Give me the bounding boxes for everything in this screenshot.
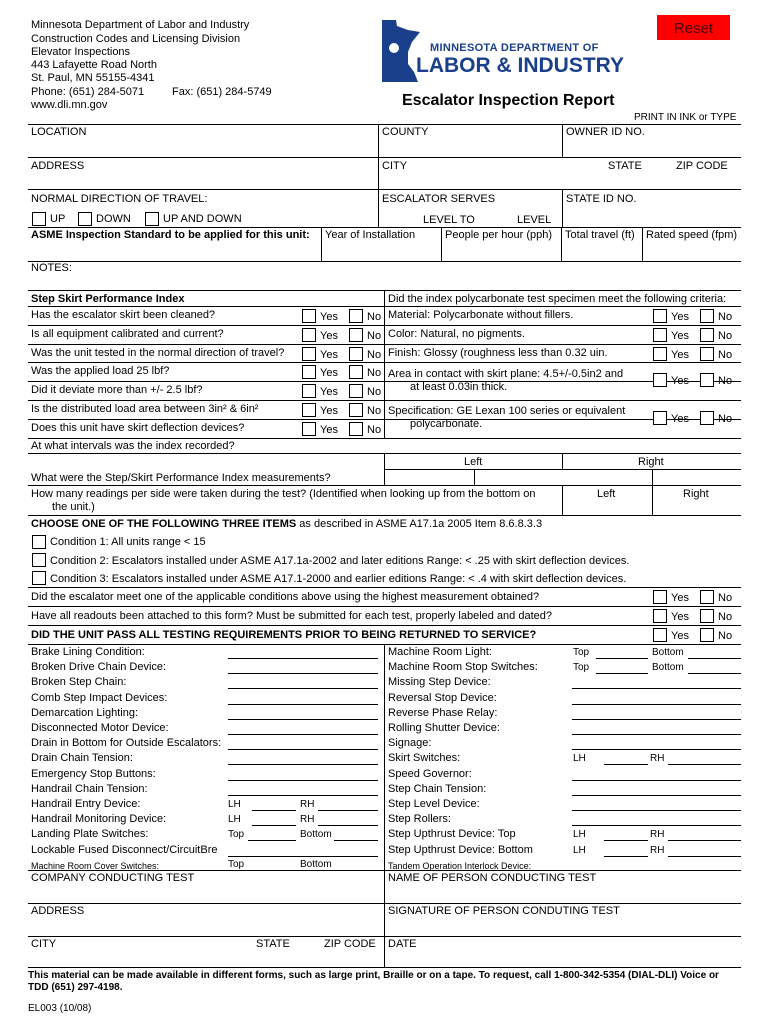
lh-label: LH bbox=[228, 799, 241, 810]
device-label: Landing Plate Switches: bbox=[31, 828, 149, 840]
criteria-3-yes-label: Yes bbox=[671, 349, 689, 361]
step-skirt-q4-yes-checkbox[interactable] bbox=[302, 365, 316, 379]
agency-website[interactable]: www.dli.mn.gov bbox=[31, 99, 108, 111]
address-label: ADDRESS bbox=[31, 160, 85, 172]
device-label: Comb Step Impact Devices: bbox=[31, 692, 168, 704]
criteria-area-yes-checkbox[interactable] bbox=[653, 373, 667, 387]
device-label: Step Upthrust Device: Bottom bbox=[388, 844, 533, 856]
step-skirt-q7-yes-label: Yes bbox=[320, 424, 338, 436]
meet-conditions-yes-checkbox[interactable] bbox=[653, 590, 667, 604]
step-skirt-q5-no-label: No bbox=[367, 386, 382, 398]
rh-label: RH bbox=[650, 845, 665, 856]
condition-1-checkbox[interactable] bbox=[32, 535, 46, 549]
print-note: PRINT IN INK or TYPE bbox=[634, 112, 737, 123]
readouts-no-label: No bbox=[718, 611, 733, 623]
criteria-2-yes-checkbox[interactable] bbox=[653, 328, 667, 342]
device-label: Signage: bbox=[388, 737, 432, 749]
readouts-yes-label: Yes bbox=[671, 611, 689, 623]
step-skirt-q3-yes-checkbox[interactable] bbox=[302, 347, 316, 361]
step-skirt-q5-no-checkbox[interactable] bbox=[349, 384, 363, 398]
footer-zip-label: ZIP CODE bbox=[324, 938, 376, 950]
criteria-area-line2: at least 0.03in thick. bbox=[410, 381, 508, 393]
lh-label: LH bbox=[573, 829, 586, 840]
step-skirt-q6-yes-label: Yes bbox=[320, 405, 338, 417]
criteria-area-line1: Area in contact with skirt plane: 4.5+/-0.5in2 and bbox=[388, 368, 624, 380]
step-skirt-q2-yes-checkbox[interactable] bbox=[302, 328, 316, 342]
owner-id-label: OWNER ID NO. bbox=[566, 126, 645, 138]
criteria-2-no-label: No bbox=[718, 330, 733, 342]
up-and-down-label: UP AND DOWN bbox=[163, 213, 242, 225]
accessibility-note-line1: This material can be made available in different forms, such as large print, Braille or on a tape. To request, call 1-800-342-5354 (DIAL-DLI) Voice or bbox=[28, 970, 719, 981]
device-label: Skirt Switches: bbox=[388, 752, 461, 764]
signature-label: SIGNATURE OF PERSON CONDUTING TEST bbox=[388, 905, 620, 917]
condition-1-label: Condition 1: All units range < 15 bbox=[50, 536, 206, 548]
step-skirt-question: Has the escalator skirt been cleaned? bbox=[31, 309, 216, 321]
step-skirt-question: Does this unit have skirt deflection devices? bbox=[31, 422, 245, 434]
device-label: Handrail Monitoring Device: bbox=[31, 813, 167, 825]
step-skirt-q2-yes-label: Yes bbox=[320, 330, 338, 342]
footer-state-label: STATE bbox=[256, 938, 290, 950]
step-skirt-q6-yes-checkbox[interactable] bbox=[302, 403, 316, 417]
step-skirt-q3-no-label: No bbox=[367, 349, 382, 361]
measurements-question: What were the Step/Skirt Performance Index measurements? bbox=[31, 472, 331, 484]
condition-3-checkbox[interactable] bbox=[32, 571, 46, 585]
readings-right-header: Right bbox=[683, 488, 709, 500]
step-skirt-q7-no-label: No bbox=[367, 424, 382, 436]
device-label: Disconnected Motor Device: bbox=[31, 722, 169, 734]
level-label: LEVEL bbox=[517, 214, 552, 226]
device-label: Step Rollers: bbox=[388, 813, 451, 825]
county-label: COUNTY bbox=[382, 126, 429, 138]
step-skirt-q2-no-label: No bbox=[367, 330, 382, 342]
asme-standard-label: ASME Inspection Standard to be applied for this unit: bbox=[31, 229, 310, 241]
lh-label: LH bbox=[573, 753, 586, 764]
meet-conditions-yes-label: Yes bbox=[671, 592, 689, 604]
notes-label: NOTES: bbox=[31, 262, 72, 274]
step-skirt-q4-yes-label: Yes bbox=[320, 367, 338, 379]
date-label: DATE bbox=[388, 938, 417, 950]
device-label: Machine Room Stop Switches: bbox=[388, 661, 538, 673]
device-label: Rolling Shutter Device: bbox=[388, 722, 500, 734]
top-label: Top bbox=[228, 829, 245, 840]
criteria-title: Did the index polycarbonate test specimen meet the following criteria: bbox=[388, 293, 727, 305]
agency-division: Construction Codes and Licensing Division bbox=[31, 33, 241, 45]
accessibility-note-line2: TDD (651) 297-4198. bbox=[28, 982, 123, 993]
up-and-down-checkbox[interactable] bbox=[145, 212, 159, 226]
device-label: Broken Drive Chain Device: bbox=[31, 661, 167, 673]
device-label: Missing Step Device: bbox=[388, 676, 491, 688]
criteria-3-yes-checkbox[interactable] bbox=[653, 347, 667, 361]
criteria-area-no-label: No bbox=[718, 375, 733, 387]
criteria-1-yes-label: Yes bbox=[671, 311, 689, 323]
step-skirt-q5-yes-checkbox[interactable] bbox=[302, 384, 316, 398]
device-label: Reverse Phase Relay: bbox=[388, 707, 498, 719]
left-header: Left bbox=[464, 456, 483, 468]
device-label: Tandem Operation Interlock Device: bbox=[388, 861, 532, 871]
condition-3-label: Condition 3: Escalators installed under ASME A17.1-2000 and earlier editions Range: < .4 with skirt deflection devices. bbox=[50, 573, 627, 585]
device-label: Machine Room Cover Switches: bbox=[31, 861, 160, 871]
criteria-spec-line2: polycarbonate. bbox=[410, 418, 483, 430]
top-label: Top bbox=[573, 647, 590, 658]
step-skirt-q6-no-label: No bbox=[367, 405, 382, 417]
form-id: EL003 (10/08) bbox=[28, 1003, 92, 1014]
criteria-1-no-label: No bbox=[718, 311, 733, 323]
logo-line-1: MINNESOTA DEPARTMENT OF bbox=[430, 42, 599, 54]
footer-address-label: ADDRESS bbox=[31, 905, 85, 917]
criteria-2-yes-label: Yes bbox=[671, 330, 689, 342]
step-skirt-q1-no-label: No bbox=[367, 311, 382, 323]
step-skirt-q3-yes-label: Yes bbox=[320, 349, 338, 361]
state-label: STATE bbox=[608, 160, 642, 172]
step-skirt-q6-no-checkbox[interactable] bbox=[349, 403, 363, 417]
footer-city-label: CITY bbox=[31, 938, 57, 950]
criteria-3-no-label: No bbox=[718, 349, 733, 361]
step-skirt-q7-no-checkbox[interactable] bbox=[349, 422, 363, 436]
pass-yes-checkbox[interactable] bbox=[653, 628, 667, 642]
step-skirt-question: Is the distributed load area between 3in² & 6in² bbox=[31, 403, 259, 415]
condition-2-checkbox[interactable] bbox=[32, 553, 46, 567]
lh-label: LH bbox=[228, 814, 241, 825]
pass-yes-label: Yes bbox=[671, 630, 689, 642]
location-label: LOCATION bbox=[31, 126, 87, 138]
criteria-2-no-checkbox[interactable] bbox=[700, 328, 714, 342]
agency-city: St. Paul, MN 55155-4341 bbox=[31, 72, 155, 84]
lh-label: LH bbox=[573, 845, 586, 856]
device-label: Handrail Entry Device: bbox=[31, 798, 141, 810]
condition-2-label: Condition 2: Escalators installed under ASME A17.1a-2002 and later editions Range: < .25 with skirt deflection devices. bbox=[50, 555, 630, 567]
right-header: Right bbox=[638, 456, 664, 468]
step-skirt-q7-yes-checkbox[interactable] bbox=[302, 422, 316, 436]
device-label: Emergency Stop Buttons: bbox=[31, 768, 156, 780]
conditions-heading bbox=[31, 518, 542, 530]
down-label: DOWN bbox=[96, 213, 131, 225]
agency-name: Minnesota Department of Labor and Industry bbox=[31, 19, 250, 31]
conditions-heading-bold: CHOOSE ONE OF THE FOLLOWING THREE ITEMS bbox=[31, 518, 297, 530]
form-title: Escalator Inspection Report bbox=[402, 92, 615, 109]
up-checkbox[interactable] bbox=[32, 212, 46, 226]
criteria-3-no-checkbox[interactable] bbox=[700, 347, 714, 361]
person-label: NAME OF PERSON CONDUCTING TEST bbox=[388, 872, 597, 884]
year-label: Year of Installation bbox=[325, 229, 416, 241]
device-label: Drain in Bottom for Outside Escalators: bbox=[31, 737, 222, 749]
device-label: Handrail Chain Tension: bbox=[31, 783, 148, 795]
meet-conditions-question: Did the escalator meet one of the applicable conditions above using the highest measurement obtained? bbox=[31, 591, 540, 603]
step-skirt-q3-no-checkbox[interactable] bbox=[349, 347, 363, 361]
step-skirt-title: Step Skirt Performance Index bbox=[31, 293, 185, 305]
device-label: Machine Room Light: bbox=[388, 646, 492, 658]
criteria-item: Color: Natural, no pigments. bbox=[388, 328, 525, 340]
criteria-spec-line1: Specification: GE Lexan 100 series or equivalent bbox=[388, 405, 626, 417]
agency-fax: Fax: (651) 284-5749 bbox=[172, 86, 272, 98]
step-skirt-q5-yes-label: Yes bbox=[320, 386, 338, 398]
readouts-question: Have all readouts been attached to this form? Must be submitted for each test, properly labeled and dated? bbox=[31, 610, 552, 622]
device-label: Step Chain Tension: bbox=[388, 783, 487, 795]
logo-line-2: LABOR & INDUSTRY bbox=[416, 54, 625, 77]
criteria-spec-yes-label: Yes bbox=[671, 413, 689, 425]
travel-label: Total travel (ft) bbox=[565, 229, 635, 241]
down-checkbox[interactable] bbox=[78, 212, 92, 226]
criteria-spec-yes-checkbox[interactable] bbox=[653, 411, 667, 425]
readings-question-line2: the unit.) bbox=[52, 501, 95, 513]
pass-no-label: No bbox=[718, 630, 733, 642]
step-skirt-q1-yes-label: Yes bbox=[320, 311, 338, 323]
criteria-item: Finish: Glossy (roughness less than 0.32 uin. bbox=[388, 347, 608, 359]
pass-question: DID THE UNIT PASS ALL TESTING REQUIREMENTS PRIOR TO BEING RETURNED TO SERVICE? bbox=[31, 629, 537, 641]
top-label: Top bbox=[573, 662, 590, 673]
readings-question-line1: How many readings per side were taken during the test? (Identified when looking up from the bottom on bbox=[31, 488, 536, 500]
step-skirt-q4-no-checkbox[interactable] bbox=[349, 365, 363, 379]
criteria-item: Material: Polycarbonate without fillers. bbox=[388, 309, 574, 321]
state-id-label: STATE ID NO. bbox=[566, 193, 637, 205]
pass-no-checkbox[interactable] bbox=[700, 628, 714, 642]
device-label: Step Level Device: bbox=[388, 798, 480, 810]
bottom-label: Bottom bbox=[652, 662, 684, 673]
readings-left-header: Left bbox=[597, 488, 616, 500]
step-skirt-question: Was the unit tested in the normal direction of travel? bbox=[31, 347, 285, 359]
step-skirt-question: Was the applied load 25 lbf? bbox=[31, 365, 170, 377]
rh-label: RH bbox=[650, 753, 665, 764]
meet-conditions-no-label: No bbox=[718, 592, 733, 604]
agency-street: 443 Lafayette Road North bbox=[31, 59, 157, 71]
level-to-label: LEVEL TO bbox=[423, 214, 475, 226]
zip-label: ZIP CODE bbox=[676, 160, 728, 172]
step-skirt-q2-no-checkbox[interactable] bbox=[349, 328, 363, 342]
up-label: UP bbox=[50, 213, 66, 225]
device-label: Broken Step Chain: bbox=[31, 676, 127, 688]
conditions-heading-rest: as described in ASME A17.1a 2005 Item 8.6.8.3.3 bbox=[296, 518, 543, 530]
criteria-area-no-checkbox[interactable] bbox=[700, 373, 714, 387]
rh-label: RH bbox=[300, 799, 315, 810]
rh-label: RH bbox=[300, 814, 315, 825]
reset-button[interactable]: Reset bbox=[657, 15, 730, 40]
meet-conditions-no-checkbox[interactable] bbox=[700, 590, 714, 604]
criteria-1-yes-checkbox[interactable] bbox=[653, 309, 667, 323]
step-skirt-question: Is all equipment calibrated and current? bbox=[31, 328, 224, 340]
device-label: Reversal Stop Device: bbox=[388, 692, 497, 704]
step-skirt-question: Did it deviate more than +/- 2.5 lbf? bbox=[31, 384, 203, 396]
serves-label: ESCALATOR SERVES bbox=[382, 193, 496, 205]
pph-label: People per hour (pph) bbox=[445, 229, 553, 241]
top-label: Top bbox=[228, 859, 245, 870]
device-label: Brake Lining Condition: bbox=[31, 646, 145, 658]
bottom-label: Bottom bbox=[300, 859, 332, 870]
speed-label: Rated speed (fpm) bbox=[646, 229, 738, 241]
rh-label: RH bbox=[650, 829, 665, 840]
criteria-spec-no-label: No bbox=[718, 413, 733, 425]
step-skirt-q4-no-label: No bbox=[367, 367, 382, 379]
criteria-area-yes-label: Yes bbox=[671, 375, 689, 387]
device-label: Step Upthrust Device: Top bbox=[388, 828, 516, 840]
company-label: COMPANY CONDUCTING TEST bbox=[31, 872, 195, 884]
readouts-yes-checkbox[interactable] bbox=[653, 609, 667, 623]
agency-unit: Elevator Inspections bbox=[31, 46, 131, 58]
bottom-label: Bottom bbox=[300, 829, 332, 840]
intervals-question: At what intervals was the index recorded? bbox=[31, 440, 235, 452]
criteria-spec-no-checkbox[interactable] bbox=[700, 411, 714, 425]
step-skirt-q1-no-checkbox[interactable] bbox=[349, 309, 363, 323]
bottom-label: Bottom bbox=[652, 647, 684, 658]
device-label: Demarcation Lighting: bbox=[31, 707, 139, 719]
readouts-no-checkbox[interactable] bbox=[700, 609, 714, 623]
city-label: CITY bbox=[382, 160, 408, 172]
criteria-1-no-checkbox[interactable] bbox=[700, 309, 714, 323]
device-label: Lockable Fused Disconnect/CircuitBre bbox=[31, 844, 218, 856]
device-label: Speed Governor: bbox=[388, 768, 472, 780]
agency-phone: Phone: (651) 284-5071 bbox=[31, 86, 145, 98]
step-skirt-q1-yes-checkbox[interactable] bbox=[302, 309, 316, 323]
device-label: Drain Chain Tension: bbox=[31, 752, 133, 764]
direction-label: NORMAL DIRECTION OF TRAVEL: bbox=[31, 193, 208, 205]
